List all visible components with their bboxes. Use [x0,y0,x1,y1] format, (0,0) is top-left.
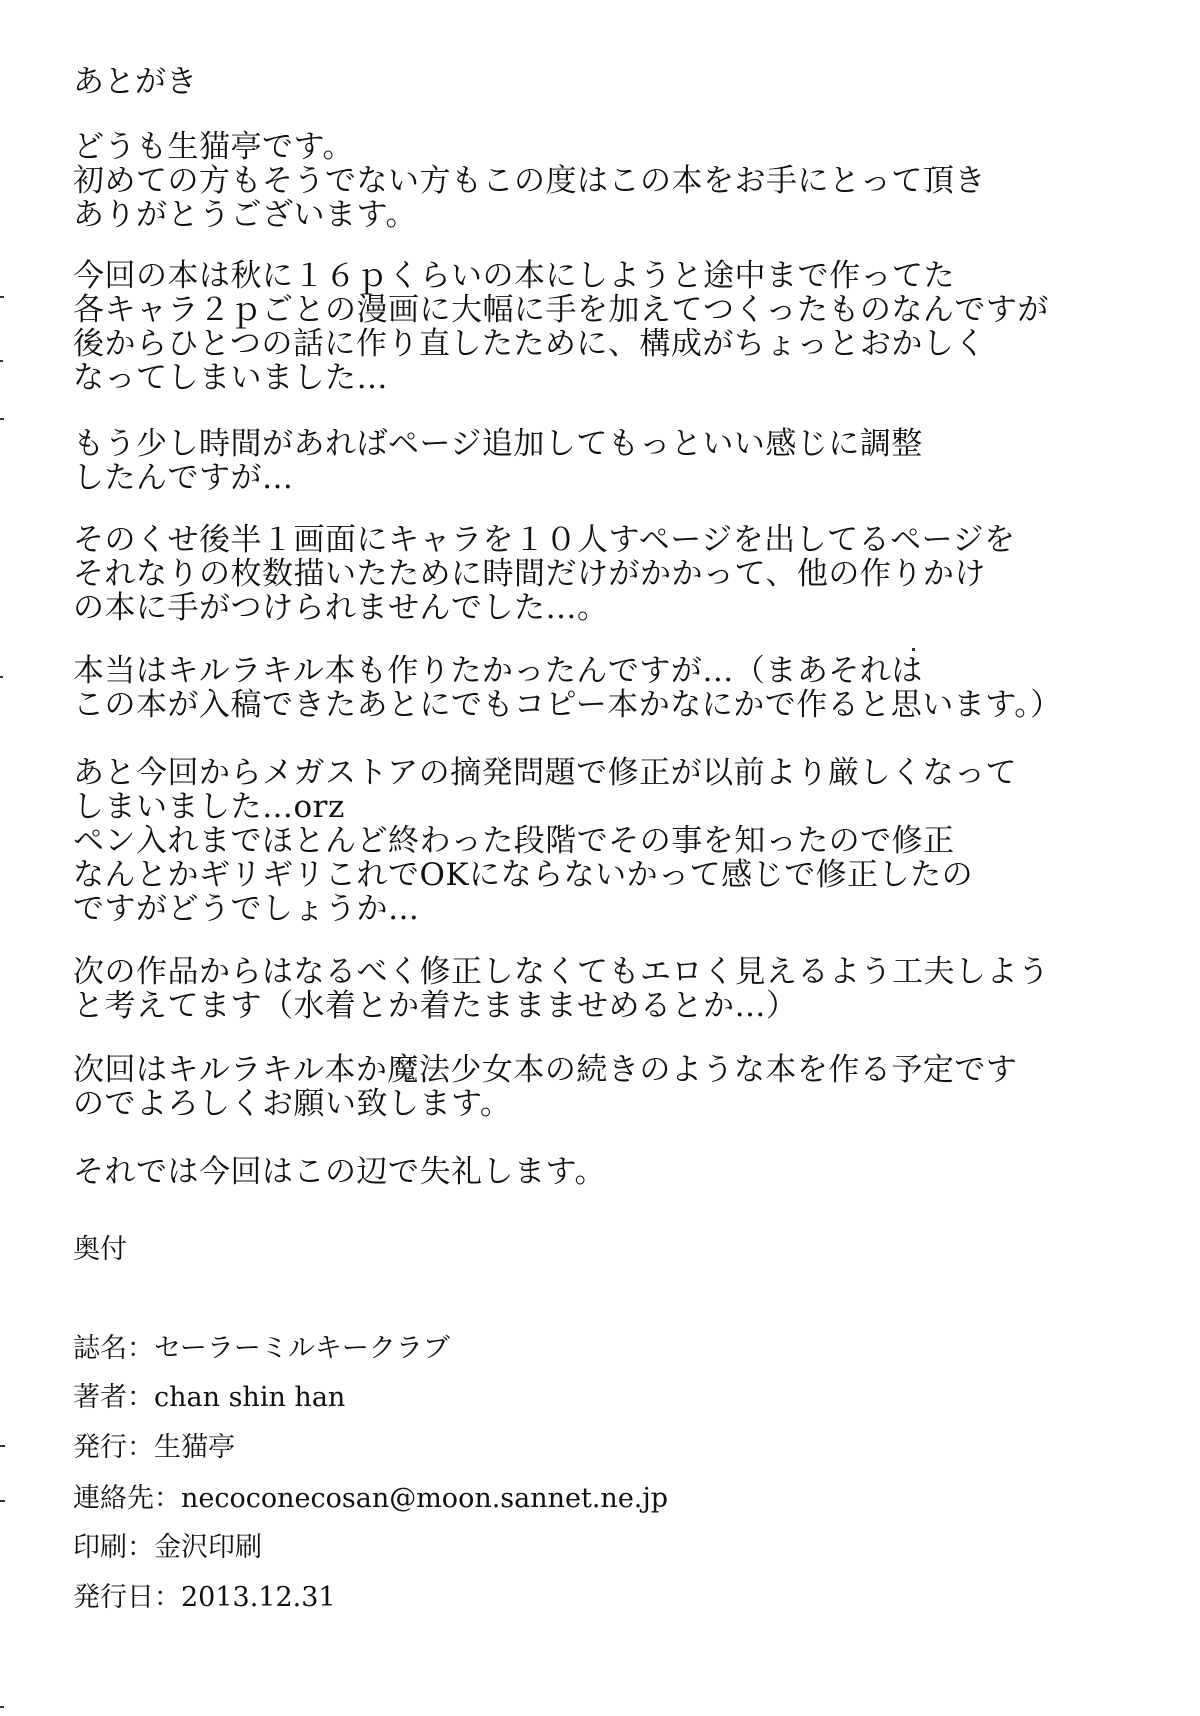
scan-mark [0,360,3,362]
scan-mark [0,1500,5,1502]
colophon-label: 発行： [73,1432,154,1463]
paragraph-line: 本当はキルラキル本も作りたかったんですが…（まあそれは [73,653,923,689]
colophon-row-contact [73,1481,668,1517]
paragraph-line: 次回はキルラキル本か魔法少女本の続きのような本を作る予定です [73,1052,1018,1088]
colophon-row-title [73,1331,450,1367]
colophon-title: 奥付 [73,1234,127,1265]
colophon-value: 生猫亭 [154,1432,235,1463]
colophon-label: 連絡先： [73,1483,181,1514]
scan-mark [0,418,4,420]
paragraph-line: 今回の本は秋に１６ｐくらいの本にしようと途中まで作ってた [73,258,955,294]
paragraph-line: それなりの枚数描いたために時間だけがかかって、他の作りかけ [73,556,986,592]
afterword-paragraph-9 [73,1155,606,1189]
paragraph-line: 初めての方もそうでない方もこの度はこの本をお手にとって頂き [73,163,986,199]
scan-mark [0,676,3,678]
paragraph-line: なんとかギリギリこれでOKにならないかって感じで修正したの [73,857,974,893]
afterword-paragraph-4 [73,523,1016,625]
paragraph-line: したんですが… [73,460,294,496]
colophon-row-date [73,1580,336,1616]
paragraph-line: しまいました…orz [73,789,345,825]
afterword-paragraph-7 [73,955,1050,1023]
paragraph-line: ですがどうでしょうか… [73,891,420,927]
paragraph-line: そのくせ後半１画面にキャラを１０人すページを出してるページを [73,522,1016,558]
afterword-paragraph-8 [73,1053,1017,1121]
paragraph-line: あと今回からメガストアの摘発問題で修正が以前より厳しくなって [73,755,1018,791]
paragraph-line: 次の作品からはなるべく修正しなくてもエロく見えるよう工夫しよう [73,954,1050,990]
paragraph-line: 各キャラ２ｐごとの漫画に大幅に手を加えてつくったものなんですが [73,292,1049,328]
paragraph-line: もう少し時間があればページ追加してもっといい感じに調整 [73,426,923,462]
colophon-row-printer [73,1530,262,1566]
paragraph-line: 後からひとつの話に作り直したために、構成がちょっとおかしく [73,326,986,362]
afterword-paragraph-6 [73,756,1017,926]
colophon-value: chan shin han [154,1382,346,1413]
paragraph-line: のでよろしくお願い致します。 [73,1086,512,1122]
scan-mark [0,1445,5,1447]
afterword-title: あとがき [73,64,197,100]
paragraph-line: の本に手がつけられませんでした…。 [73,590,609,626]
colophon-label: 印刷： [73,1532,154,1563]
paragraph-line: と考えてます（水着とか着たままませめるとか…） [73,988,798,1024]
colophon-value: 2013.12.31 [181,1582,336,1613]
colophon-value: 金沢印刷 [154,1532,262,1563]
colophon-row-author [73,1380,345,1416]
colophon-label: 著者： [73,1382,154,1413]
afterword-paragraph-2 [73,259,1049,395]
afterword-paragraph-1 [73,130,986,232]
colophon-value: necoconecosan@moon.sannet.ne.jp [181,1483,669,1514]
colophon-row-publisher [73,1430,235,1466]
paragraph-line: ペン入れまでほとんど終わった段階でその事を知ったので修正 [73,823,955,859]
scan-mark [0,1706,4,1708]
paragraph-line: どうも生猫亭です。 [73,129,355,165]
scan-mark [0,296,4,298]
colophon-value: セーラーミルキークラブ [154,1333,450,1364]
afterword-paragraph-3 [73,427,923,495]
paragraph-line: この本が入稿できたあとにでもコピー本かなにかで作ると思います。） [73,687,1062,723]
colophon-label: 発行日： [73,1582,181,1613]
paragraph-line: それでは今回はこの辺で失礼します。 [73,1154,607,1190]
scan-mark [912,648,915,651]
paragraph-line: なってしまいました… [73,360,388,396]
paragraph-line: ありがとうございます。 [73,197,418,233]
colophon-label: 誌名： [73,1333,154,1364]
afterword-paragraph-5 [73,654,1062,722]
